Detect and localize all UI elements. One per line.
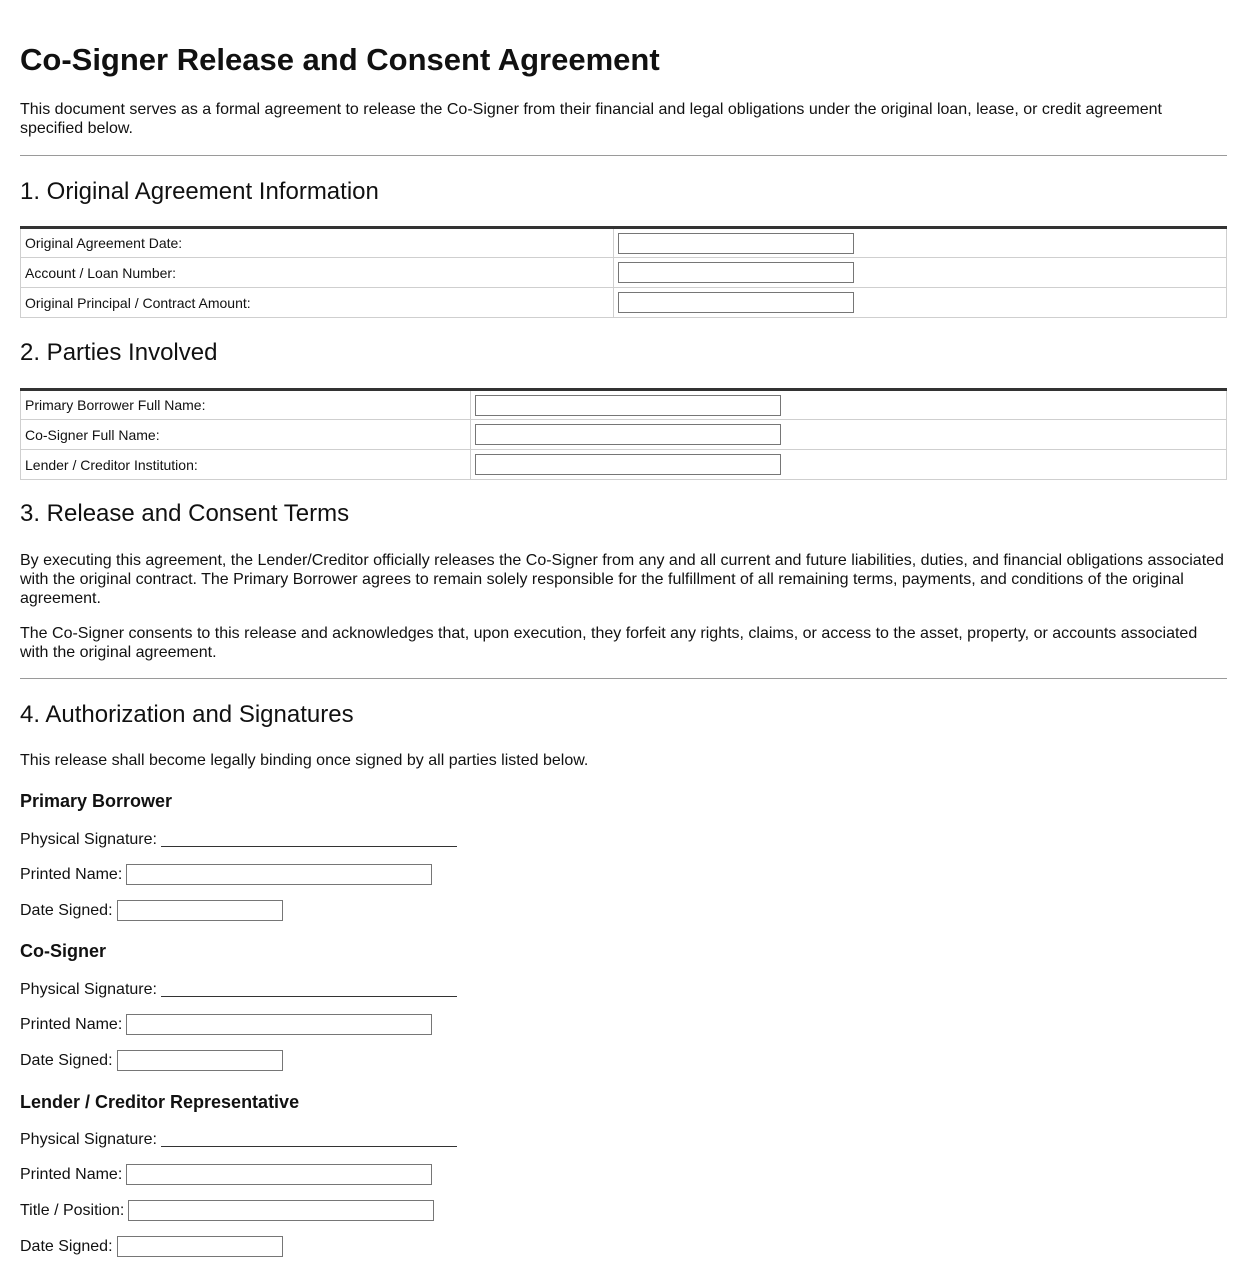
- account-loan-number-label: Account / Loan Number:: [21, 258, 614, 288]
- signature-label: Physical Signature:: [20, 981, 157, 998]
- signature-label: Physical Signature:: [20, 1131, 157, 1148]
- co-signer-name-label: Co-Signer Full Name:: [21, 420, 471, 450]
- signature-label: Physical Signature:: [20, 831, 157, 848]
- original-agreement-date-label: Original Agreement Date:: [21, 228, 614, 258]
- co-signer-date-field[interactable]: [117, 1050, 283, 1071]
- primary-borrower-printed-name-field[interactable]: [126, 864, 432, 885]
- account-loan-number-field[interactable]: [618, 262, 854, 283]
- co-signer-name-cell: [471, 420, 1227, 450]
- table-row: [21, 228, 1227, 258]
- printed-name-label: Printed Name:: [20, 1166, 123, 1183]
- lender-representative-heading: Lender / Creditor Representative: [20, 1092, 300, 1112]
- primary-borrower-name-cell: [471, 390, 1227, 420]
- co-signer-signature-row: [20, 980, 1227, 999]
- table-row: [21, 288, 1227, 318]
- table-row: [21, 450, 1227, 480]
- signature-line[interactable]: [161, 1133, 457, 1147]
- primary-borrower-heading: Primary Borrower: [20, 791, 173, 811]
- primary-borrower-date-row: [20, 900, 1227, 921]
- primary-borrower-date-field[interactable]: [117, 900, 283, 921]
- original-principal-amount-label: Original Principal / Contract Amount:: [21, 288, 614, 318]
- date-signed-label: Date Signed:: [20, 902, 113, 919]
- lender-institution-label: Lender / Creditor Institution:: [21, 450, 471, 480]
- primary-borrower-signature-row: [20, 830, 1227, 849]
- co-signer-name-field[interactable]: [475, 424, 781, 445]
- divider: [20, 155, 1227, 156]
- parties-table: [20, 388, 1227, 480]
- lender-title-field[interactable]: [128, 1200, 434, 1221]
- primary-borrower-name-field[interactable]: [475, 395, 781, 416]
- table-row: [21, 420, 1227, 450]
- lender-printed-name-row: [20, 1164, 1227, 1185]
- printed-name-label: Printed Name:: [20, 1016, 123, 1033]
- lender-signature-row: [20, 1130, 1227, 1149]
- lender-institution-field[interactable]: [475, 454, 781, 475]
- original-principal-amount-field[interactable]: [618, 292, 854, 313]
- original-principal-amount-cell: [614, 288, 1227, 318]
- lender-title-row: [20, 1200, 1227, 1221]
- section-3-heading: 3. Release and Consent Terms: [20, 500, 350, 527]
- primary-borrower-name-label: Primary Borrower Full Name:: [21, 390, 471, 420]
- document-title: Co-Signer Release and Consent Agreement: [20, 42, 660, 77]
- primary-borrower-printed-name-row: [20, 864, 1227, 885]
- original-agreement-table: [20, 226, 1227, 318]
- intro-text: This document serves as a formal agreement to release the Co-Signer from their financial and legal obligations under the original loan, lease, or credit agreement specified below.: [20, 101, 1162, 137]
- co-signer-printed-name-field[interactable]: [126, 1014, 432, 1035]
- lender-date-row: [20, 1236, 1227, 1257]
- table-row: [21, 390, 1227, 420]
- account-loan-number-cell: [614, 258, 1227, 288]
- co-signer-date-row: [20, 1050, 1227, 1071]
- date-signed-label: Date Signed:: [20, 1238, 113, 1255]
- lender-date-field[interactable]: [117, 1236, 283, 1257]
- title-position-label: Title / Position:: [20, 1202, 125, 1219]
- lender-institution-cell: [471, 450, 1227, 480]
- consent-paragraph: The Co-Signer consents to this release and acknowledges that, upon execution, they forfeit any rights, claims, or access to the asset, property, or accounts associated with the original agreement.: [20, 625, 1198, 661]
- signature-line[interactable]: [161, 983, 457, 997]
- original-agreement-date-field[interactable]: [618, 233, 854, 254]
- divider: [20, 678, 1227, 679]
- section-4-heading: 4. Authorization and Signatures: [20, 701, 354, 728]
- signature-line[interactable]: [161, 833, 457, 847]
- printed-name-label: Printed Name:: [20, 866, 123, 883]
- table-row: [21, 258, 1227, 288]
- original-agreement-date-cell: [614, 228, 1227, 258]
- co-signer-heading: Co-Signer: [20, 941, 107, 961]
- section-2-heading: 2. Parties Involved: [20, 339, 218, 366]
- lender-printed-name-field[interactable]: [126, 1164, 432, 1185]
- release-terms-paragraph: By executing this agreement, the Lender/Creditor officially releases the Co-Signer from any and all current and future liabilities, duties, and financial obligations associated with the original contract. The Primary Borrower agrees to remain solely responsible for the fulfillment of all remaining terms, payments, and conditions of the original agreement.: [20, 552, 1224, 607]
- date-signed-label: Date Signed:: [20, 1052, 113, 1069]
- section-1-heading: 1. Original Agreement Information: [20, 178, 379, 205]
- co-signer-printed-name-row: [20, 1014, 1227, 1035]
- signatures-intro: This release shall become legally binding once signed by all parties listed below.: [20, 752, 589, 769]
